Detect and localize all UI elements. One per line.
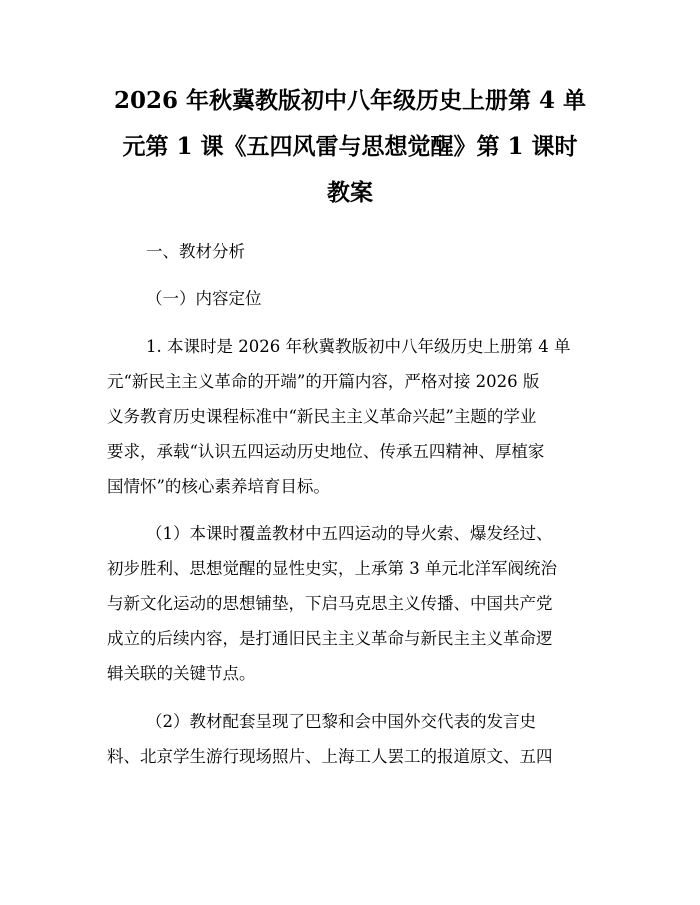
paragraph-2-line-4: 成立的后续内容，是打通旧民主主义革命与新民主主义革命逻 [107,629,553,648]
title-line-2: 元第 1 课《五四风雷与思想觉醒》第 1 课时 [122,133,578,160]
paragraph-1-line-4: 要求，承载“认识五四运动历史地位、传承五四精神、厚植家 [107,442,545,461]
paragraph-1-line-3: 义务教育历史课程标准中“新民主主义革命兴起”主题的学业 [107,407,537,426]
paragraph-1-line-1: 1. 本课时是 2026 年秋冀教版初中八年级历史上册第 4 单 [146,337,571,356]
section-heading: 一、教材分析 [146,242,245,261]
paragraph-1-line-2: 元“新民主主义革命的开端”的开篇内容，严格对接 2026 版 [107,372,540,391]
paragraph-2-line-1: （1）本课时覆盖教材中五四运动的导火索、爆发经过、 [146,524,553,543]
paragraph-2-line-5: 辑关联的关键节点。 [107,664,256,683]
paragraph-3-line-2: 料、北京学生游行现场照片、上海工人罢工的报道原文、五四 [107,747,553,766]
paragraph-2-line-3: 与新文化运动的思想铺垫，下启马克思主义传播、中国共产党 [107,594,553,613]
paragraph-2-line-2: 初步胜利、思想觉醒的显性史实，上承第 3 单元北洋军阀统治 [107,559,557,578]
title-line-1: 2026 年秋冀教版初中八年级历史上册第 4 单 [113,87,587,114]
document-title [95,78,605,216]
paragraph-1-line-5: 国情怀”的核心素养培育目标。 [107,477,330,496]
subsection-heading: （一）内容定位 [146,289,262,308]
title-line-3: 教案 [327,179,373,206]
paragraph-3-line-1: （2）教材配套呈现了巴黎和会中国外交代表的发言史 [146,712,536,731]
